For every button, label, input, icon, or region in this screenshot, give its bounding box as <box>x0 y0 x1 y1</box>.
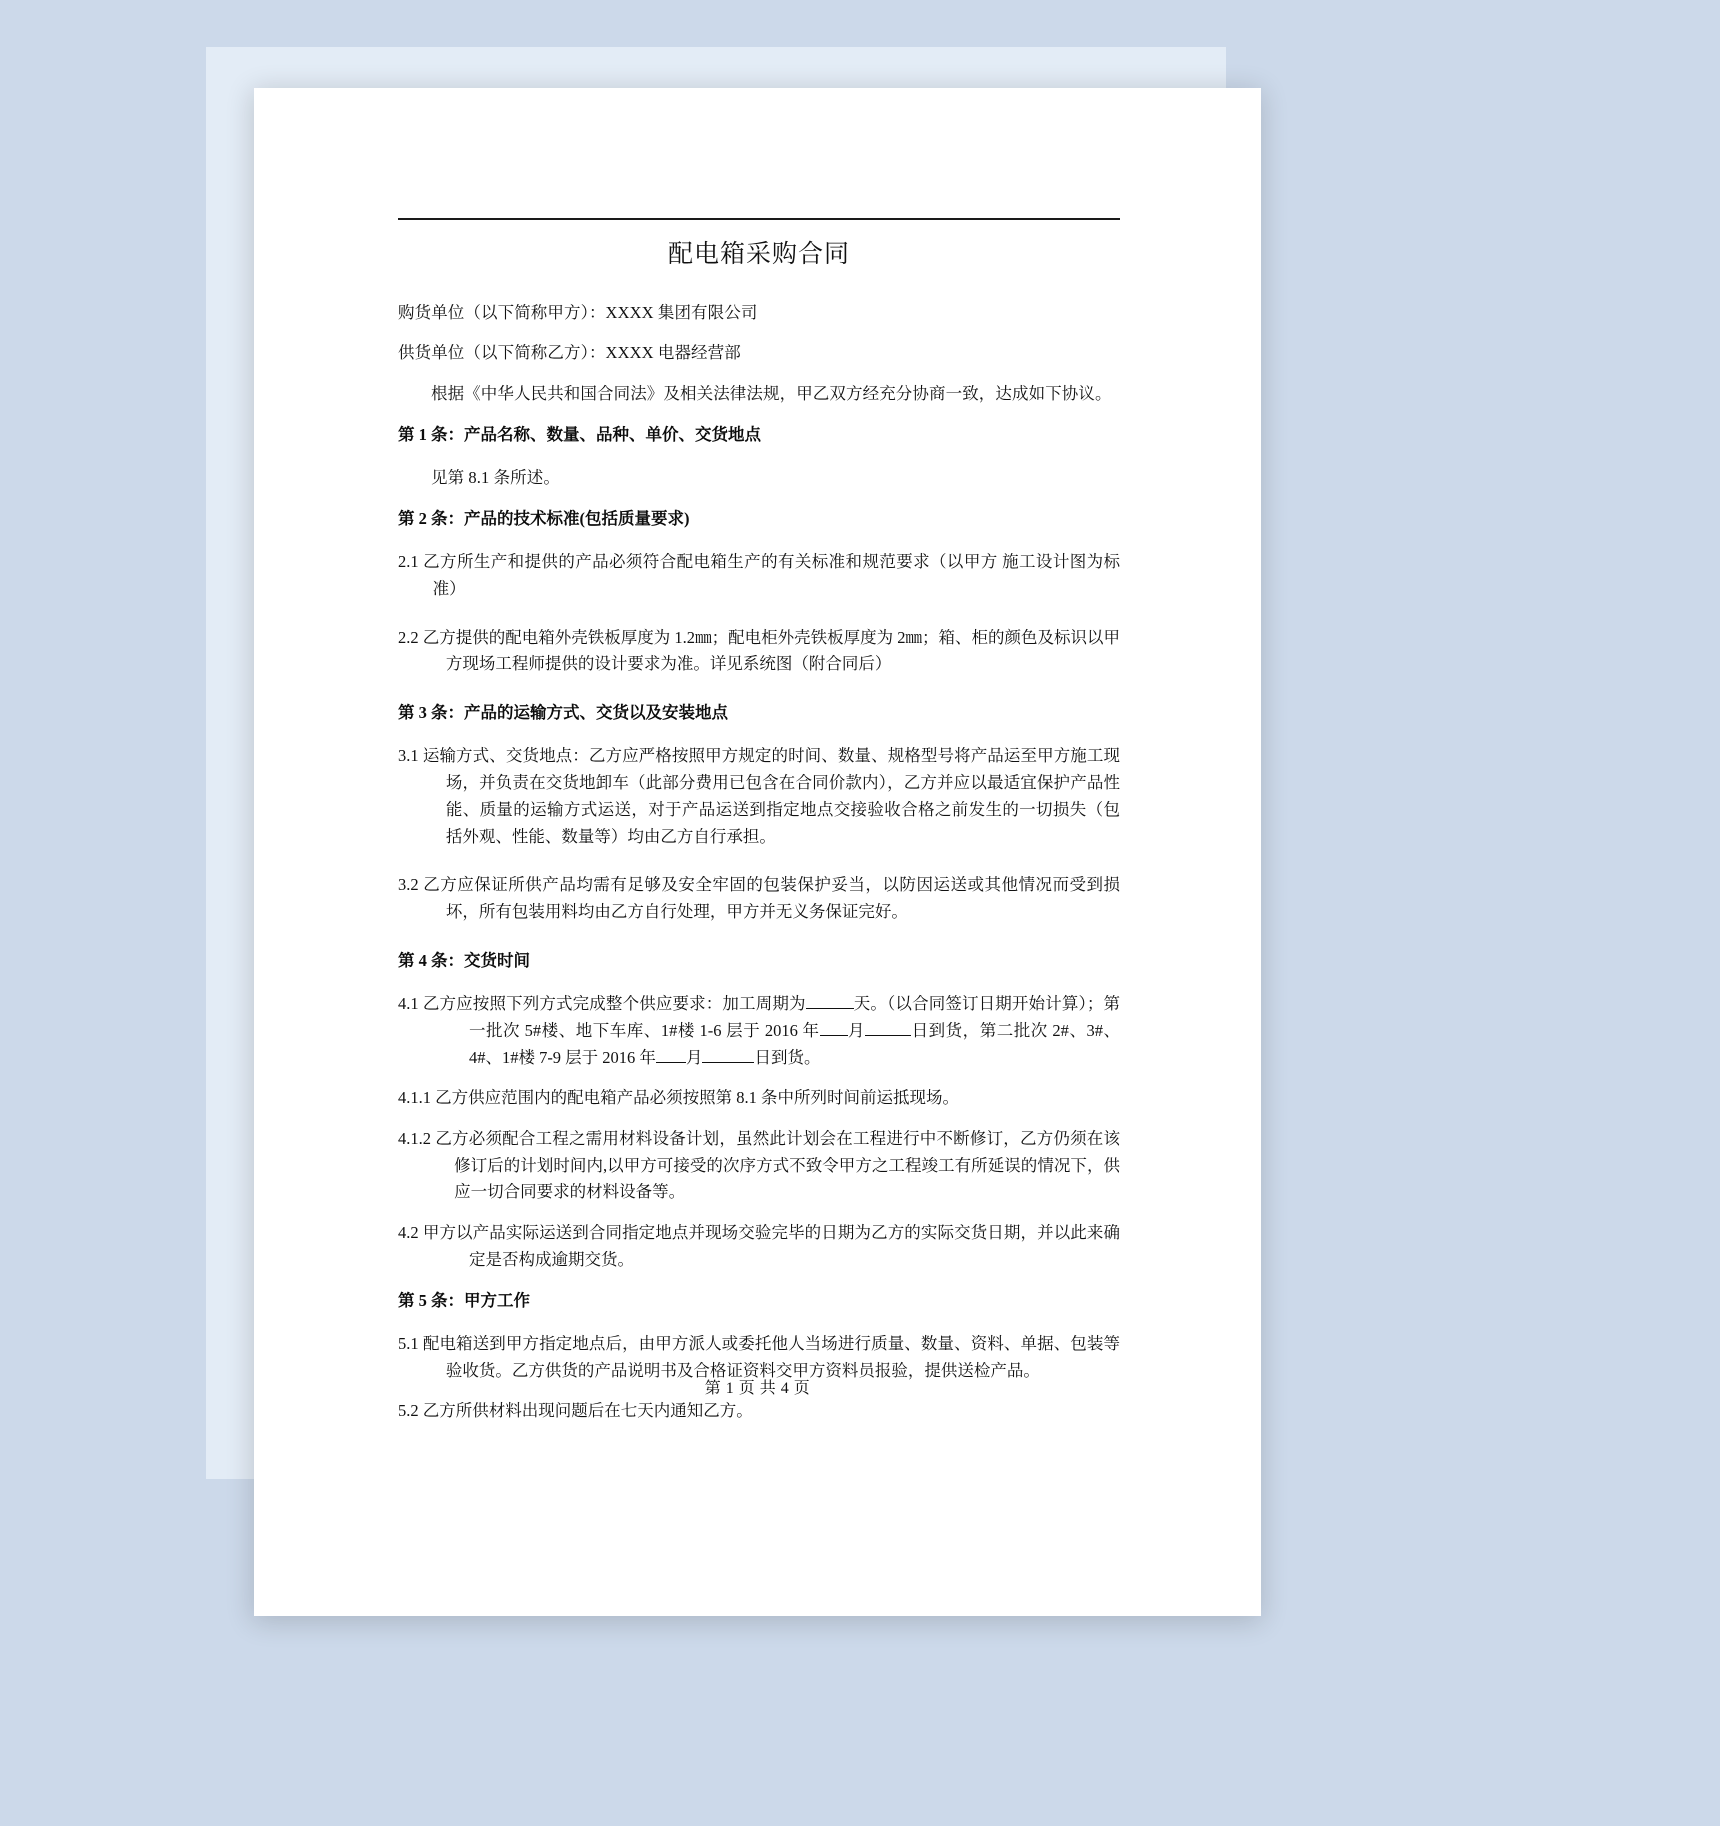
clause-item-4-1-text-d: 日到货，第二批次 2#、3#、4#、1#楼 7-9 层于 2016 年 <box>468 1020 1120 1067</box>
clause-item-4-1-text-a: 乙方应按照下列方式完成整个供应要求：加工周期为 <box>422 994 806 1014</box>
clause-item-4-1-2-text: 乙方必须配合工程之需用材料设备计划，虽然此计划会在工程进行中不断修订，乙方仍须在该修订后的计划时间内,以甲方可接受的次序方式不致令甲方之工程竣工有所延误的情况下，供应一切合同要求的材料设备等。 <box>435 1129 1121 1202</box>
clause-item-4-1-text-f: 日到货。 <box>754 1047 821 1067</box>
clause-item-2-2-number: 2.2 <box>398 627 419 647</box>
clause-item-3-2-number: 3.2 <box>398 875 419 895</box>
fill-blank-batch1-month[interactable] <box>820 1035 848 1036</box>
paragraph-spacer <box>398 692 1120 700</box>
clause-item-4-1-number: 4.1 <box>398 994 419 1014</box>
preamble-paragraph: 根据《中华人民共和国合同法》及相关法律法规，甲乙双方经充分协商一致，达成如下协议。 <box>431 383 1112 403</box>
clause-item-4-1-1 <box>398 1085 1120 1112</box>
clause-item-4-1-1-text: 乙方供应范围内的配电箱产品必须按照第 8.1 条中所列时间前运抵现场。 <box>435 1088 959 1108</box>
clause-item-5-1-text: 配电箱送到甲方指定地点后，由甲方派人或委托他人当场进行质量、数量、资料、单据、包装等验收货。乙方供货的产品说明书及合格证资料交甲方资料员报验，提供送检产品。 <box>422 1333 1121 1380</box>
clause-item-2-1-text: 乙方所生产和提供的产品必须符合配电箱生产的有关标准和规范要求（以甲方 施工设计图为标准） <box>423 552 1121 598</box>
clause-item-4-2-number: 4.2 <box>398 1223 419 1243</box>
clause-3-heading: 第 3 条：产品的运输方式、交货以及安装地点 <box>398 703 728 723</box>
paragraph-spacer <box>398 617 1120 625</box>
clause-1-heading: 第 1 条：产品名称、数量、品种、单价、交货地点 <box>398 424 761 444</box>
clause-4-heading: 第 4 条：交货时间 <box>398 950 530 970</box>
clause-item-2-1 <box>398 549 1120 602</box>
clause-item-4-1 <box>398 991 1120 1071</box>
paragraph-spacer <box>398 940 1120 948</box>
clause-5-heading: 第 5 条：甲方工作 <box>398 1290 530 1310</box>
clause-item-3-1-number: 3.1 <box>398 746 419 766</box>
header-rule-divider <box>398 218 1120 220</box>
clause-item-4-1-text-e: 月 <box>685 1047 703 1067</box>
clause-item-4-1-text-c: 月 <box>847 1020 866 1040</box>
clause-item-4-1-2-number: 4.1.2 <box>398 1129 431 1148</box>
clause-item-5-2 <box>398 1398 1120 1425</box>
page-title: 配电箱采购合同 <box>667 241 850 268</box>
fill-blank-batch2-month[interactable] <box>656 1062 686 1063</box>
clause-item-2-2 <box>398 625 1120 678</box>
clause-item-5-1-number: 5.1 <box>398 1333 419 1353</box>
clause-item-4-1-2 <box>398 1126 1120 1206</box>
clause-item-3-2-text: 乙方应保证所供产品均需有足够及安全牢固的包装保护妥当，以防因运送或其他情况而受到损坏，所有包装用料均由乙方自行处理，甲方并无义务保证完好。 <box>423 875 1121 922</box>
document-page <box>254 88 1261 1616</box>
clause-item-2-2-text: 乙方提供的配电箱外壳铁板厚度为 1.2㎜；配电柜外壳铁板厚度为 2㎜；箱、柜的颜色及标识以甲方现场工程师提供的设计要求为准。详见系统图（附合同后） <box>422 627 1121 674</box>
page-content <box>398 218 1120 1439</box>
clause-1-note: 见第 8.1 条所述。 <box>431 468 560 488</box>
clause-item-3-1-text: 运输方式、交货地点：乙方应严格按照甲方规定的时间、数量、规格型号将产品运至甲方施工现场，并负责在交货地卸车（此部分费用已包含在合同价款内），乙方并应以最适宜保护产品性能、质量的运输方式运送，对于产品运送到指定地点交接验收合格之前发生的一切损失（包括外观、性能、数量等）均由乙方自行承担。 <box>422 746 1121 846</box>
party-supplier-line: 供货单位（以下简称乙方）：XXXX 电器经营部 <box>398 343 741 363</box>
clause-item-4-1-1-number: 4.1.1 <box>398 1088 431 1108</box>
clause-item-4-1-text-b: 天。（以合同签订日期开始计算）；第一批次 5#楼、地下车库、1#楼 1-6 层于 2016 年 <box>468 994 1121 1040</box>
clause-item-5-2-text: 乙方所供材料出现问题后在七天内通知乙方。 <box>422 1401 753 1421</box>
paragraph-spacer <box>398 864 1120 872</box>
clause-item-4-2-text: 甲方以产品实际运送到合同指定地点并现场交验完毕的日期为乙方的实际交货日期，并以此来确定是否构成逾期交货。 <box>422 1223 1121 1269</box>
clause-item-5-2-number: 5.2 <box>398 1401 419 1421</box>
fill-blank-processing-days[interactable] <box>806 1008 854 1009</box>
clause-item-3-1 <box>398 743 1120 850</box>
page-footer: 第 1 页 共 4 页 <box>704 1380 811 1397</box>
fill-blank-batch1-day[interactable] <box>865 1035 911 1036</box>
fill-blank-batch2-day[interactable] <box>702 1062 754 1063</box>
clause-item-3-2 <box>398 872 1120 925</box>
clause-2-heading: 第 2 条：产品的技术标准(包括质量要求) <box>398 508 690 528</box>
clause-item-2-1-number: 2.1 <box>398 552 419 572</box>
clause-item-4-2 <box>398 1220 1120 1273</box>
party-buyer-line: 购货单位（以下简称甲方）：XXXX 集团有限公司 <box>398 302 758 322</box>
